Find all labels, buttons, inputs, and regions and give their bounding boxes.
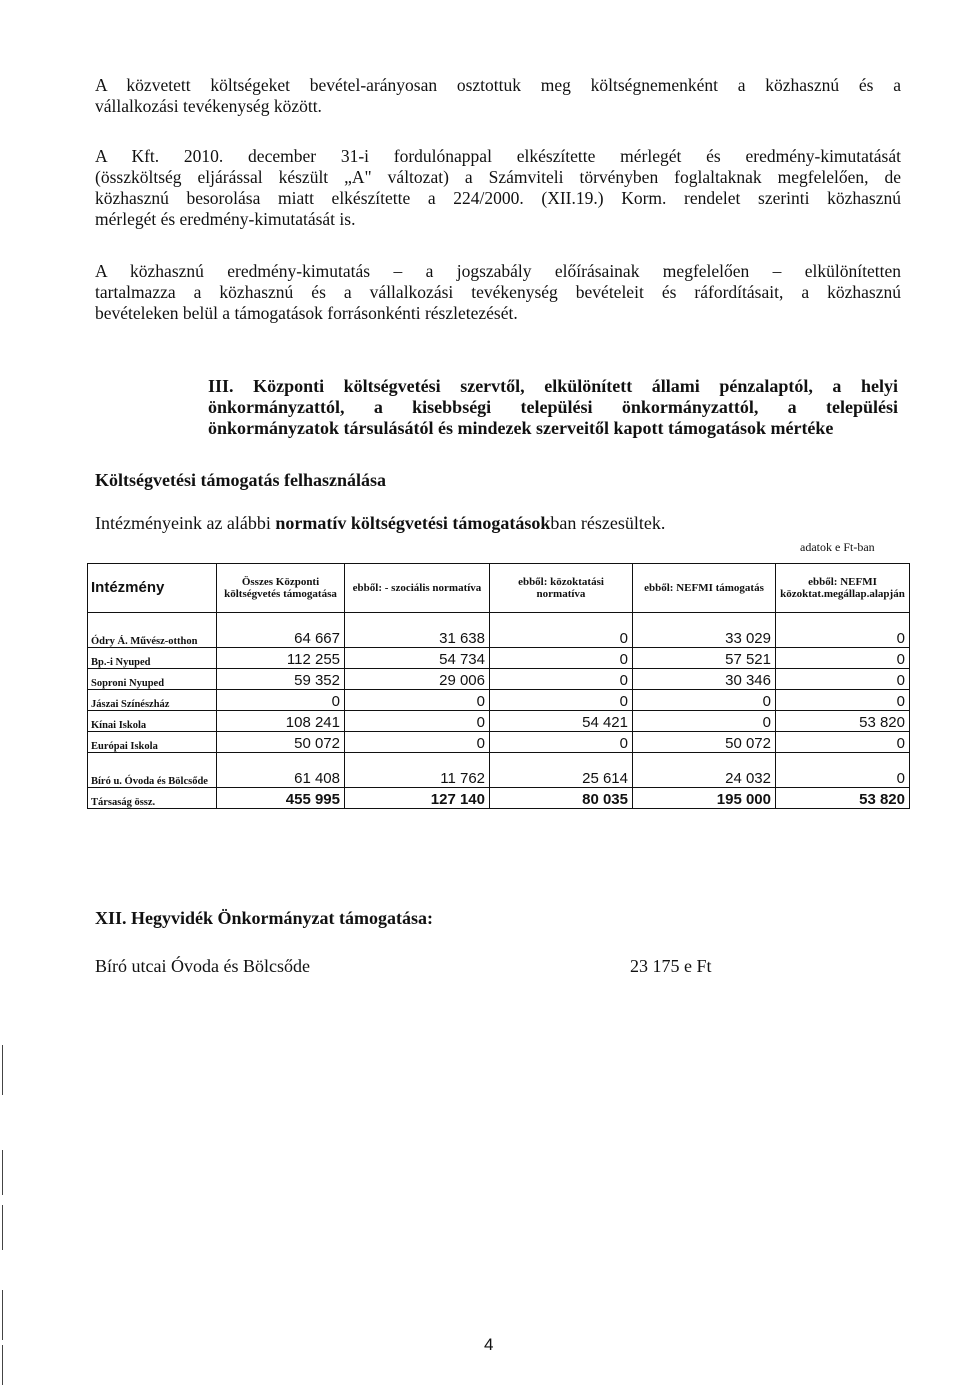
text-line: közhasznú besorolása miatt elkészítette a 224/2000. (XII.19.) Korm. rendelet szerinti közhasznú	[95, 188, 901, 208]
row-name: Soproni Nyuped	[88, 669, 217, 690]
header-education-normative: ebből: közoktatási normatíva	[490, 564, 633, 613]
cell-value: 0	[776, 648, 910, 669]
cell-value: 31 638	[345, 613, 490, 648]
cell-value: 0	[776, 613, 910, 648]
paragraph-income-statement	[95, 261, 901, 324]
intro-text-end: ban részesültek.	[550, 513, 666, 533]
table-row	[88, 711, 910, 732]
cell-value: 0	[490, 613, 633, 648]
text-line: tartalmazza a közhasznú és a vállalkozási tevékenység bevételeit és ráfordításait, a közhasznú	[95, 282, 901, 302]
cell-total: 80 035	[490, 788, 633, 809]
header-total-support: Összes Központi költségvetés támogatása	[217, 564, 345, 613]
paragraph-balance-sheet	[95, 146, 901, 230]
row-name-total: Társaság össz.	[88, 788, 217, 809]
cell-value: 0	[776, 753, 910, 788]
cell-value: 25 614	[490, 753, 633, 788]
paragraph-cost-allocation	[95, 75, 901, 117]
text-line: bevételeken belül a támogatások forrásonkénti részletezését.	[95, 303, 518, 323]
row-name: Európai Iskola	[88, 732, 217, 753]
text-line: mérlegét és eredmény-kimutatását is.	[95, 209, 356, 229]
unit-note: adatok e Ft-ban	[800, 540, 875, 554]
cell-value: 0	[633, 690, 776, 711]
scan-margin-mark	[2, 1045, 4, 1095]
heading-line: III. Központi költségvetési szervtől, elkülönített állami pénzalaptól, a helyi	[208, 376, 898, 396]
cell-total: 195 000	[633, 788, 776, 809]
cell-value: 0	[490, 690, 633, 711]
table-row	[88, 732, 910, 753]
intro-line	[95, 513, 665, 534]
scan-margin-mark	[2, 1205, 4, 1250]
header-social-normative: ebből: - szociális normatíva	[345, 564, 490, 613]
cell-value: 0	[490, 648, 633, 669]
table-row	[88, 613, 910, 648]
cell-value: 0	[776, 669, 910, 690]
cell-value: 11 762	[345, 753, 490, 788]
section-12-heading: XII. Hegyvidék Önkormányzat támogatása:	[95, 908, 433, 928]
heading-line: önkormányzatok társulásától és mindezek szerveitől kapott támogatások mértéke	[208, 418, 834, 438]
table-row	[88, 690, 910, 711]
row-name: Ódry Á. Művész-otthon	[88, 613, 217, 648]
row-name: Bíró u. Óvoda és Bölcsőde	[88, 753, 217, 788]
cell-total: 127 140	[345, 788, 490, 809]
table-total-row	[88, 788, 910, 809]
table-header-row	[88, 564, 910, 613]
cell-value: 112 255	[217, 648, 345, 669]
cell-value: 33 029	[633, 613, 776, 648]
text-line: vállalkozási tevékenység között.	[95, 96, 322, 116]
cell-value: 0	[776, 690, 910, 711]
text-line: (összköltség eljárással készült „A" változat) a Számviteli törvényben foglaltaknak megfelelően, de	[95, 167, 901, 187]
cell-value: 57 521	[633, 648, 776, 669]
cell-total: 53 820	[776, 788, 910, 809]
cell-value: 61 408	[217, 753, 345, 788]
cell-value: 54 734	[345, 648, 490, 669]
cell-value: 0	[345, 690, 490, 711]
row-name: Bp.-i Nyuped	[88, 648, 217, 669]
cell-total: 455 995	[217, 788, 345, 809]
scan-margin-mark	[2, 1150, 4, 1195]
cell-value: 108 241	[217, 711, 345, 732]
cell-value: 54 421	[490, 711, 633, 732]
cell-value: 50 072	[633, 732, 776, 753]
cell-value: 0	[217, 690, 345, 711]
table-row	[88, 669, 910, 690]
cell-value: 0	[490, 669, 633, 690]
cell-value: 64 667	[217, 613, 345, 648]
row-name: Jászai Színészház	[88, 690, 217, 711]
section-3-heading	[208, 376, 898, 439]
scan-margin-mark	[2, 1290, 4, 1340]
scan-margin-mark	[2, 1345, 4, 1385]
heading-line: önkormányzattól, a kisebbségi települési önkormányzattól, a települési	[208, 397, 898, 417]
subsection-title: Költségvetési támogatás felhasználása	[95, 470, 386, 490]
header-nefmi-support: ebből: NEFMI támogatás	[633, 564, 776, 613]
header-institution: Intézmény	[88, 564, 217, 613]
page-number: 4	[484, 1335, 494, 1354]
cell-value: 0	[345, 732, 490, 753]
intro-text: Intézményeink az alábbi	[95, 513, 276, 533]
cell-value: 50 072	[217, 732, 345, 753]
text-line: A közhasznú eredmény-kimutatás – a jogszabály előírásainak megfelelően – elkülönítetten	[95, 261, 901, 281]
cell-value: 29 006	[345, 669, 490, 690]
intro-bold-text: normatív költségvetési támogatások	[275, 513, 551, 533]
cell-value: 0	[776, 732, 910, 753]
table-row	[88, 648, 910, 669]
cell-value: 53 820	[776, 711, 910, 732]
cell-value: 0	[345, 711, 490, 732]
table-row	[88, 753, 910, 788]
cell-value: 24 032	[633, 753, 776, 788]
row-name: Kínai Iskola	[88, 711, 217, 732]
support-label: Bíró utcai Óvoda és Bölcsőde	[95, 956, 310, 976]
text-line: A Kft. 2010. december 31-i fordulónappal elkészítette mérlegét és eredmény-kimutatását	[95, 146, 901, 166]
text-line: A közvetett költségeket bevétel-arányosan osztottuk meg költségnemenként a közhasznú és a	[95, 75, 901, 95]
cell-value: 0	[633, 711, 776, 732]
support-value: 23 175 e Ft	[630, 956, 712, 976]
cell-value: 59 352	[217, 669, 345, 690]
header-nefmi-education: ebből: NEFMI közoktat.megállap.alapján	[776, 564, 910, 613]
cell-value: 30 346	[633, 669, 776, 690]
cell-value: 0	[490, 732, 633, 753]
support-table	[87, 563, 910, 809]
